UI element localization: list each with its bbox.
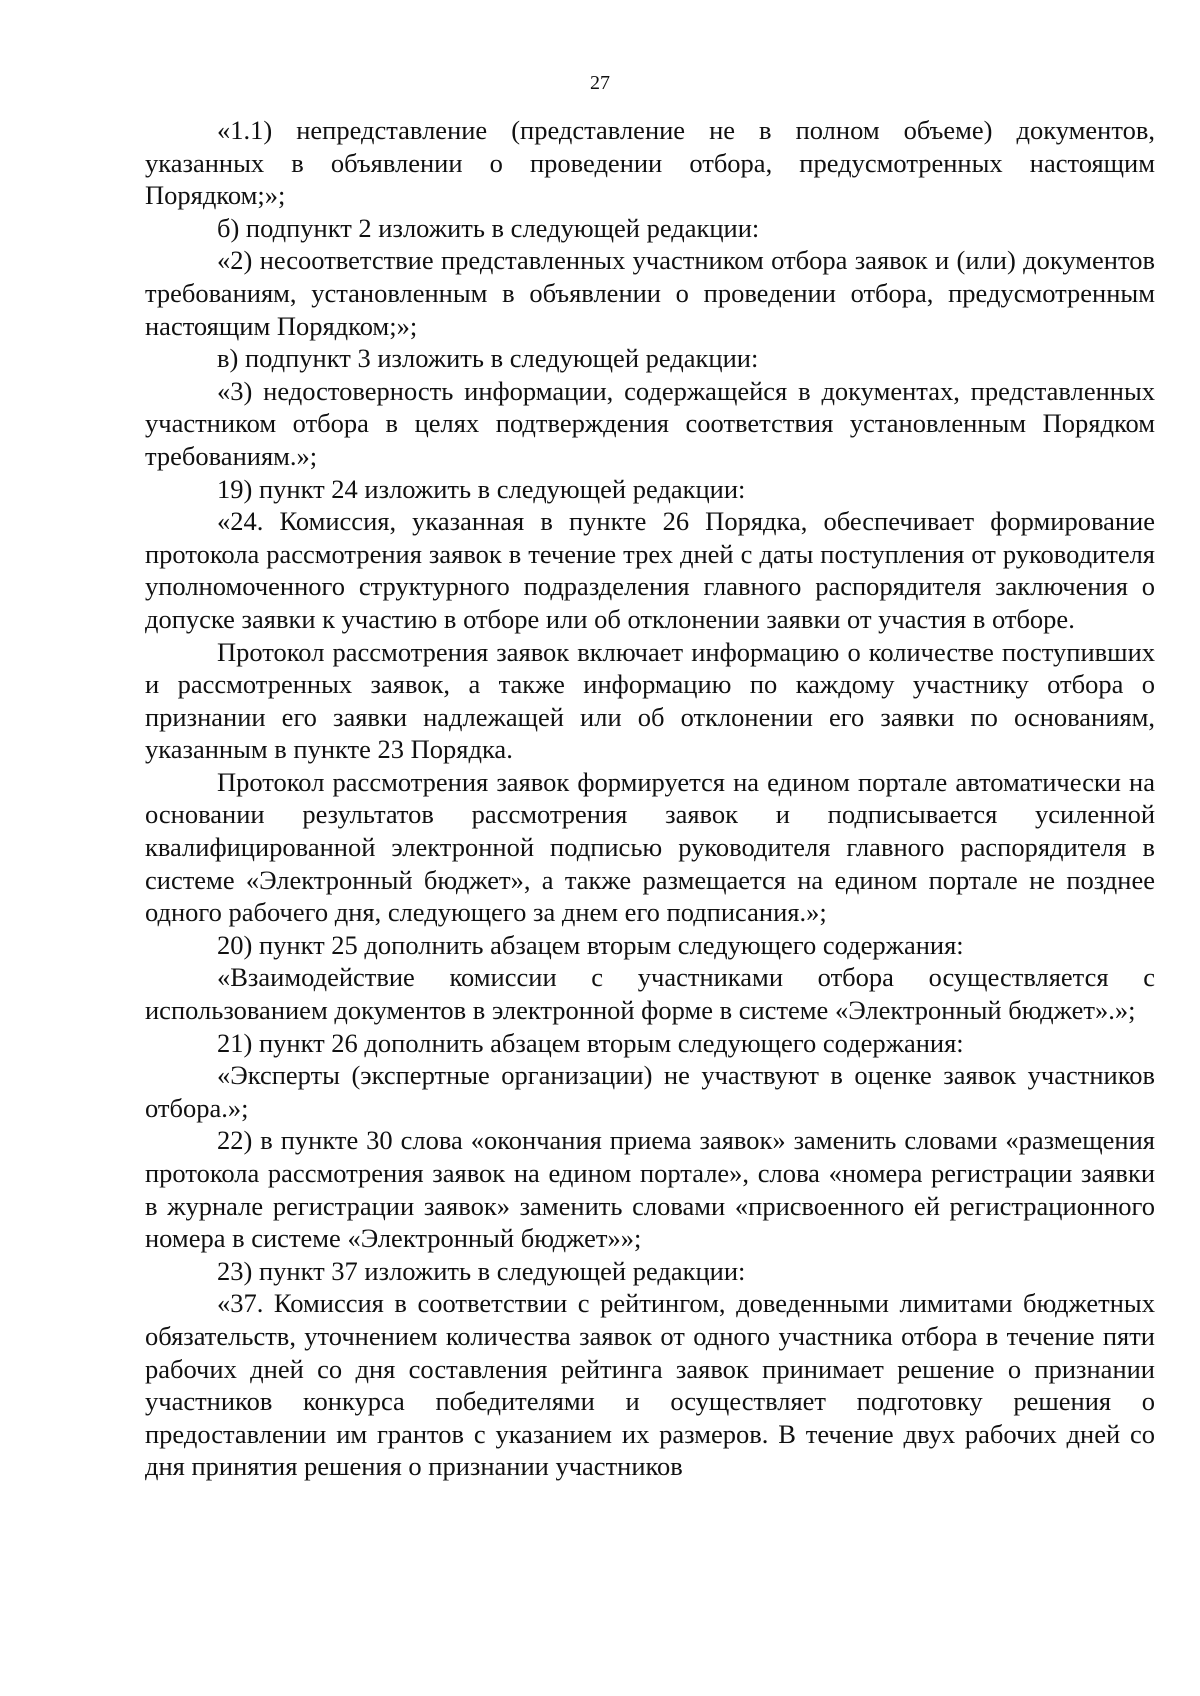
paragraph: в) подпункт 3 изложить в следующей редакции: (217, 343, 759, 374)
paragraph: 20) пункт 25 дополнить абзацем вторым следующего содержания: (217, 929, 964, 960)
paragraph: Протокол рассмотрения заявок включает информацию о количестве поступивших и рассмотренных заявок, а также информацию по каждому участнику отбора о признании его заявки надлежащей или об отклонении его заявки по основаниям, указанным в пункте 23 Порядка. (145, 636, 1155, 765)
paragraph: Протокол рассмотрения заявок формируется на едином портале автоматически на основании результатов рассмотрения заявок и подписывается усиленной квалифицированной электронной подписью руководителя главного распорядителя в системе «Электронный бюджет», а также размещается на едином портале не позднее одного рабочего дня, следующего за днем его подписания.»; (145, 766, 1155, 928)
paragraph: 21) пункт 26 дополнить абзацем вторым следующего содержания: (217, 1027, 964, 1058)
paragraph: б) подпункт 2 изложить в следующей редакции: (217, 212, 760, 243)
paragraph: «1.1) непредставление (представление не в полном объеме) документов, указанных в объявлении о проведении отбора, предусмотренных настоящим Порядком;»; (145, 115, 1155, 211)
paragraph: 19) пункт 24 изложить в следующей редакции: (217, 473, 746, 504)
paragraph: 22) в пункте 30 слова «окончания приема заявок» заменить словами «размещения протокола рассмотрения заявок на едином портале», слова «номера регистрации заявки в журнале регистрации заявок» заменить словами «присвоенного ей регистрационного номера в системе «Электронный бюджет»»; (145, 1125, 1155, 1254)
paragraph: «2) несоответствие представленных участником отбора заявок и (или) документов требованиям, установленным в объявлении о проведении отбора, предусмотренным настоящим Порядком;»; (145, 245, 1155, 341)
page-number: 27 (590, 72, 610, 94)
paragraph: 23) пункт 37 изложить в следующей редакции: (217, 1255, 746, 1286)
document-body (145, 114, 1155, 1483)
paragraph: «Эксперты (экспертные организации) не участвуют в оценке заявок участников отбора.»; (145, 1060, 1155, 1123)
paragraph: «24. Комиссия, указанная в пункте 26 Порядка, обеспечивает формирование протокола рассмотрения заявок в течение трех дней с даты поступления от руководителя уполномоченного структурного подразделения главного распорядителя заключения о допуске заявки к участию в отборе или об отклонении заявки от участия в отборе. (145, 506, 1155, 634)
paragraph: «37. Комиссия в соответствии с рейтингом, доведенными лимитами бюджетных обязательств, уточнением количества заявок от одного участника отбора в течение пяти рабочих дней со дня составления рейтинга заявок принимает решение о признании участников конкурса победителями и осуществляет подготовку решения о предоставлении им грантов с указанием их размеров. В течение двух рабочих дней со дня принятия решения о признании участников (145, 1288, 1155, 1482)
paragraph: «Взаимодействие комиссии с участниками отбора осуществляется с использованием документов в электронной форме в системе «Электронный бюджет».»; (145, 962, 1155, 1026)
paragraph: «3) недостоверность информации, содержащейся в документах, представленных участником отбора в целях подтверждения соответствия установленным Порядком требованиям.»; (145, 375, 1155, 471)
